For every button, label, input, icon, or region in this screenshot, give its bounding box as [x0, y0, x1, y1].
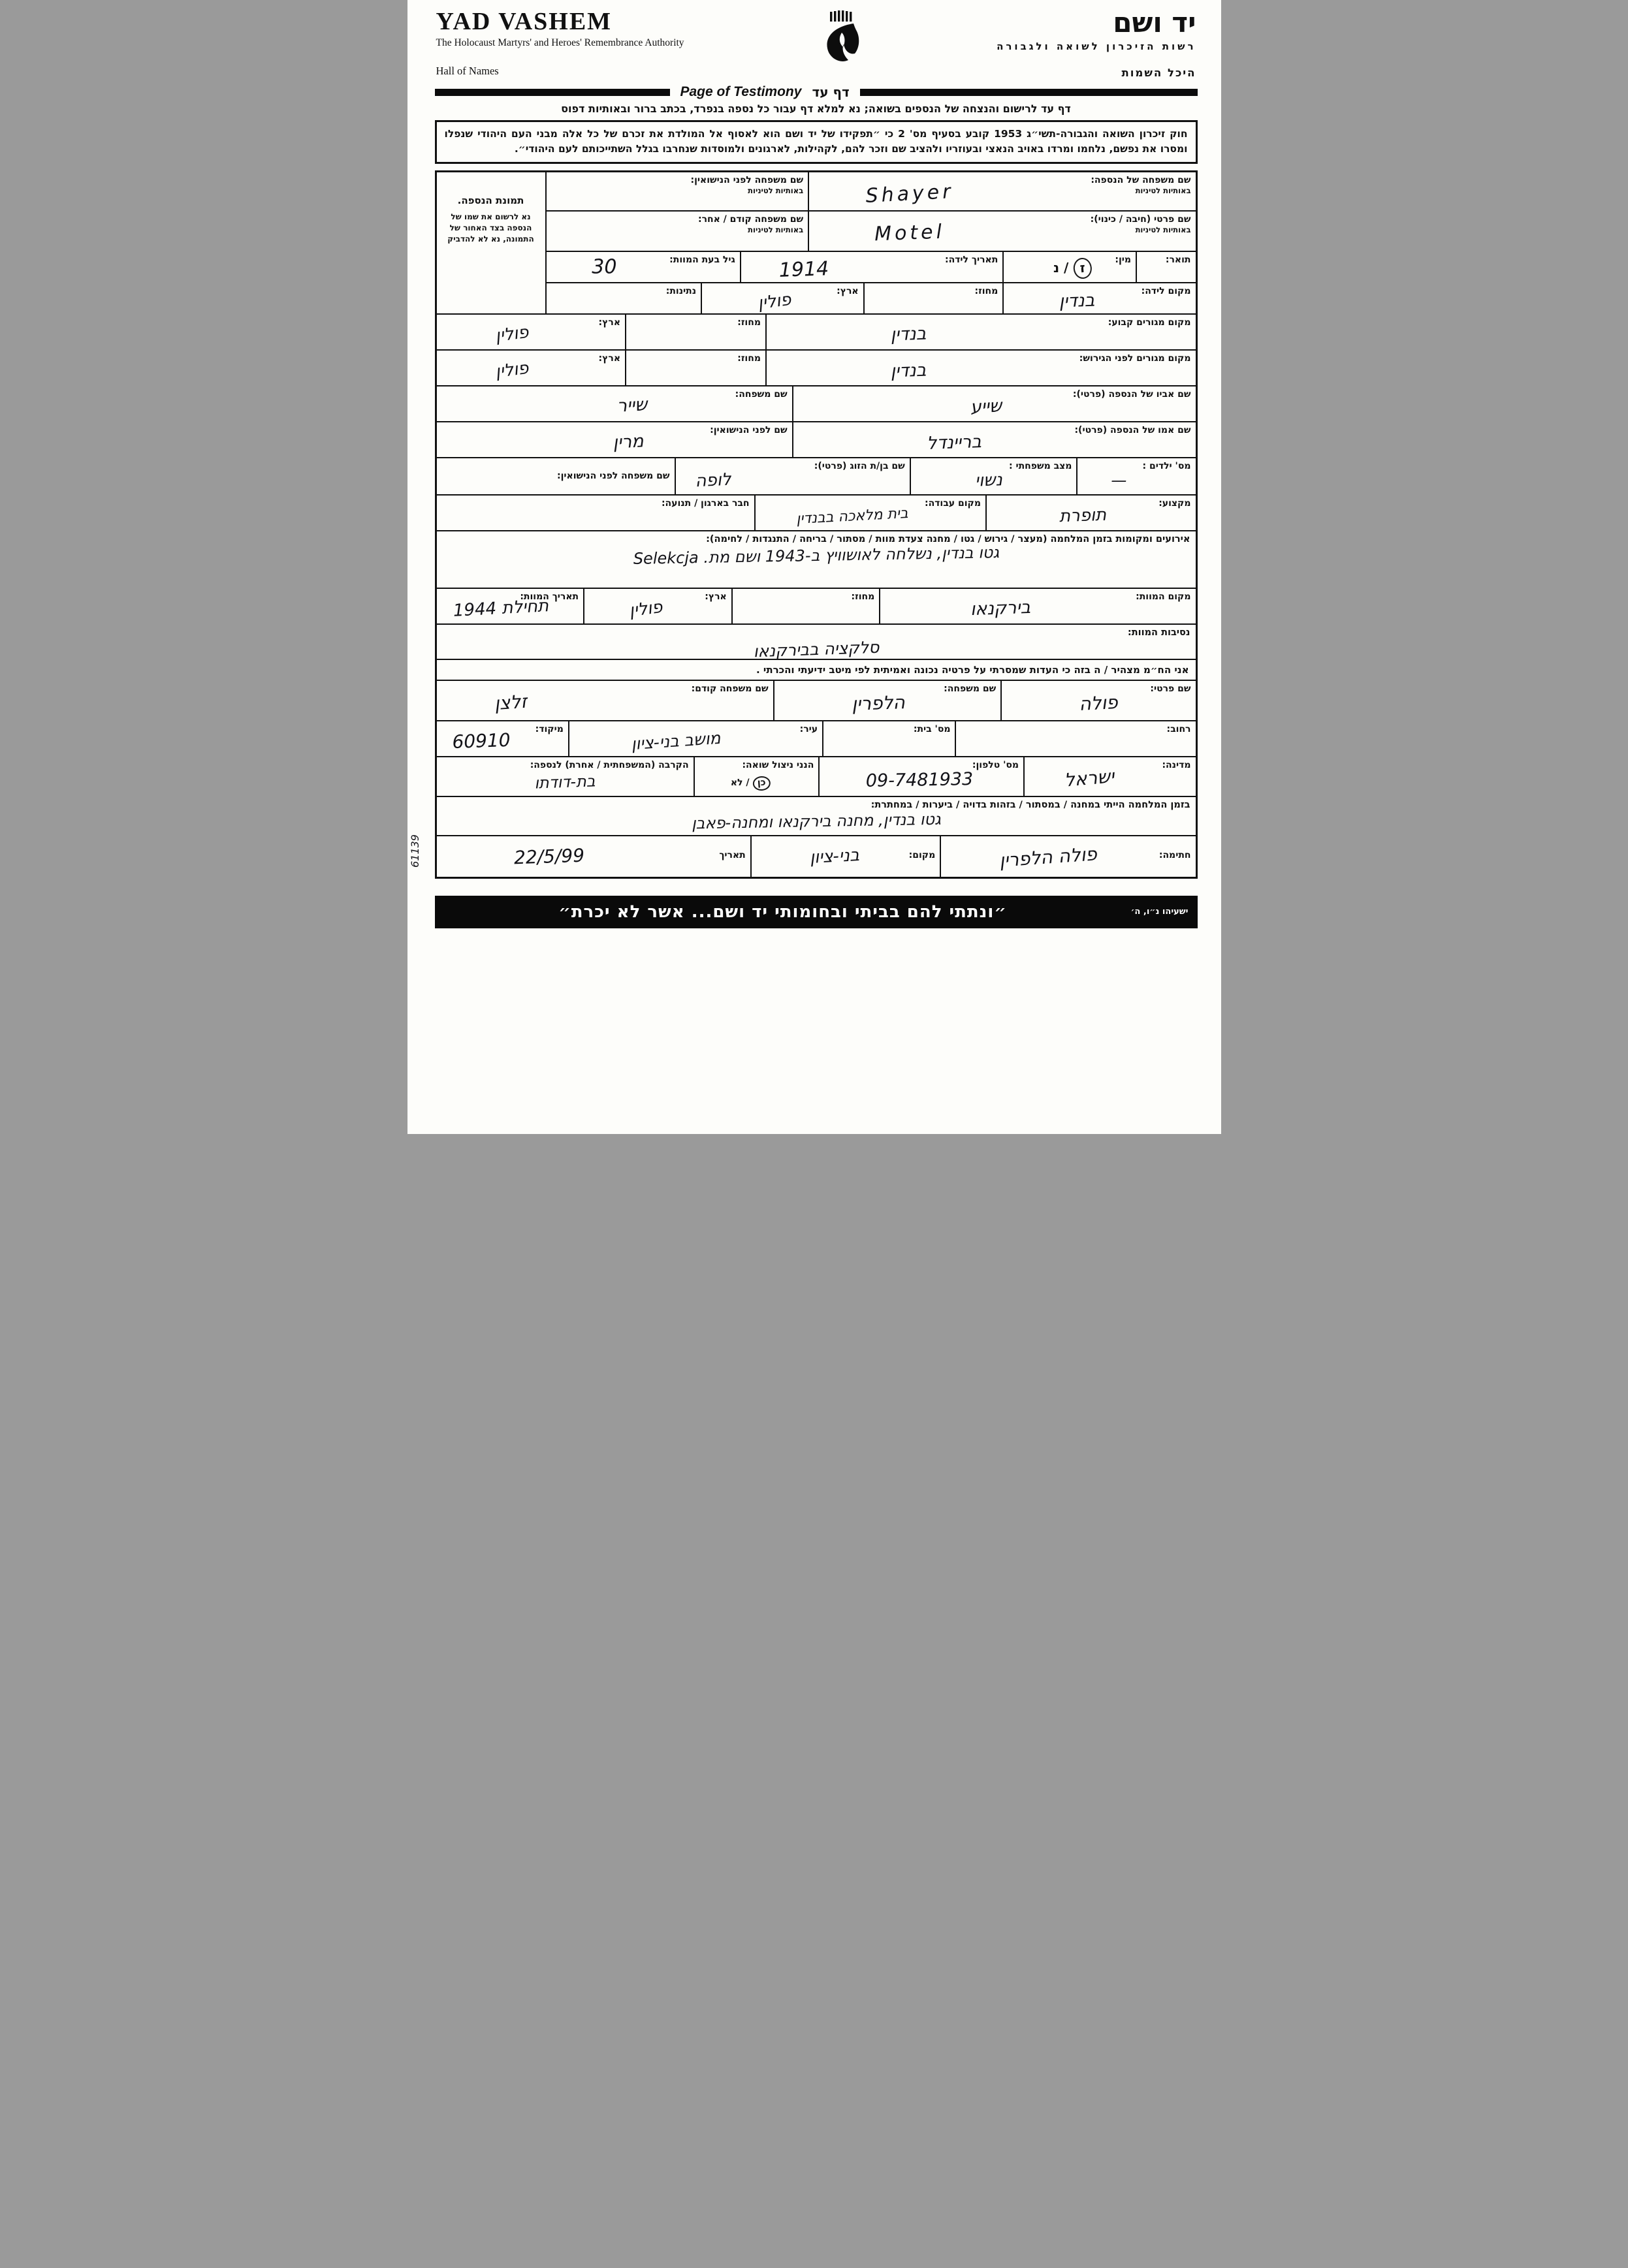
authority-name-english: The Holocaust Martyrs' and Heroes' Remembrance Authority — [436, 37, 684, 48]
form-row — [547, 172, 1196, 212]
spouse-first-value: לופה — [694, 469, 732, 492]
pre-deportation-district-label: מחוז: — [737, 353, 761, 364]
residence-country-value: פולין — [494, 323, 530, 347]
birth-date-value: 1914 — [778, 257, 829, 282]
latin-letters-note: באותיות לטיניות — [748, 225, 804, 234]
latin-letters-note: באותיות לטיניות — [1135, 225, 1191, 234]
submitter-former-cell — [437, 681, 774, 720]
form-row — [437, 351, 1196, 386]
hall-of-names-english: Hall of Names — [436, 64, 499, 77]
phone-label: מס' טלפון: — [972, 759, 1019, 770]
children-count-value: — — [1111, 471, 1127, 490]
gender-option-male: ז — [1079, 259, 1086, 276]
mother-first-label: שם אמו של הנספה (פרטי): — [1074, 424, 1191, 435]
gender-circled-mark — [1072, 257, 1093, 279]
form-row — [437, 496, 1196, 531]
maiden-name-label-text: שם משפחה לפני הנישואין: — [690, 174, 804, 185]
death-circumstances-cell — [437, 625, 1196, 659]
war-events-value: גטו בנדין, נשלחה לאושוויץ ב-1943 ושם מת. Selekcja — [633, 543, 999, 568]
header — [435, 4, 1198, 80]
authority-name-hebrew: רשות הזיכרון לשואה ולגבורה — [997, 40, 1196, 52]
death-place-label: מקום המוות: — [1136, 591, 1191, 602]
form-row — [437, 315, 1196, 351]
spouse-first-label: שם בן/ת הזוג (פרטי): — [814, 460, 905, 471]
submitter-family-cell — [774, 681, 1002, 720]
birth-place-value: בנדין — [1058, 290, 1095, 312]
survivor-circled-mark — [752, 776, 771, 791]
mother-maiden-value: מרין — [613, 431, 645, 453]
workplace-value: בית מלאכה בבנדין — [795, 505, 908, 528]
workplace-label: מקום עבודה: — [924, 497, 981, 509]
page-title-english: Page of Testimony — [680, 84, 802, 99]
death-country-cell — [584, 589, 733, 623]
declaration-text: אני הח״מ מצהיר / ה בזה כי העדות שמסרתי על פרטיה נכונה ואמיתית לפי מיטב ידיעתי והכרתי . — [756, 663, 1189, 676]
form-row — [437, 458, 1196, 496]
residence-district-label: מחוז: — [737, 317, 761, 328]
submitter-family-label: שם משפחה: — [944, 683, 997, 694]
death-date-value: תחילת 1944 — [453, 596, 550, 622]
survivor-option-no: לא — [730, 777, 743, 788]
birth-district-label: מחוז: — [974, 285, 998, 296]
death-circumstances-row — [437, 625, 1196, 660]
submitter-former-value: זלצן — [493, 690, 528, 714]
signature-value: פולה הלפרין — [998, 843, 1098, 872]
mother-first-cell — [793, 422, 1196, 457]
age-at-death-label: גיל בעת המוות: — [669, 254, 735, 265]
father-family-value: שייר — [616, 394, 648, 417]
children-count-label: מס' ילדים : — [1142, 460, 1191, 471]
first-name-value: Motel — [874, 220, 946, 245]
age-at-death-value: 30 — [592, 255, 617, 279]
mother-maiden-label: שם לפני הנישואין: — [710, 424, 788, 435]
residence-district-cell — [626, 315, 767, 349]
citizenship-label: נתינות: — [665, 285, 697, 296]
birth-country-cell — [702, 283, 865, 313]
occupation-label: מקצוע: — [1158, 497, 1191, 509]
survivor-cell — [695, 757, 820, 796]
spouse-maiden-label: שם משפחה לפני הנישואין: — [557, 470, 670, 481]
pre-deportation-label: מקום מגורים לפני הגירוש: — [1079, 353, 1191, 364]
signature-date-value: 22/5/99 — [513, 844, 585, 868]
residence-country-cell — [437, 315, 627, 349]
children-count-cell — [1077, 458, 1195, 494]
page-inner — [407, 0, 1221, 928]
marital-status-cell — [911, 458, 1078, 494]
flame-shape — [827, 24, 859, 61]
former-surname-cell — [547, 212, 810, 251]
testimony-form — [435, 170, 1198, 879]
gender-option-female: נ — [1053, 259, 1060, 276]
gender-options — [1053, 258, 1091, 279]
survivor-options — [731, 776, 770, 791]
father-first-value: שייע — [970, 396, 1003, 418]
gender-separator: / — [1064, 259, 1069, 276]
photo-box-note: נא לרשום את שמו של הנספה בצד האחור של התמונה, נא לא להדביק — [447, 212, 534, 244]
form-instructions: דף עד לרישום והנצחה של הנספים בשואה; נא למלא דף עבור כל נספה בנפרד, בכתב ברור ובאותיות דפוס — [561, 102, 1071, 115]
zip-label: מיקוד: — [535, 723, 564, 734]
birth-place-label: מקום לידה: — [1141, 285, 1191, 296]
mother-first-value: בריינדל — [926, 432, 982, 454]
former-surname-label-text: שם משפחה קודם / אחר: — [697, 213, 804, 225]
whereabouts-cell — [437, 797, 1196, 830]
relation-value: בת-דודתו — [534, 772, 596, 793]
citizenship-cell — [547, 283, 703, 313]
signature-place-cell — [752, 836, 942, 877]
zip-cell — [437, 721, 569, 756]
header-hebrew-block — [997, 9, 1196, 79]
latin-letters-note: באותיות לטיניות — [748, 185, 804, 195]
surname-value: Shayer — [865, 180, 955, 208]
first-name-cell — [809, 212, 1195, 251]
birth-country-label: ארץ: — [837, 285, 859, 296]
residence-cell — [767, 315, 1196, 349]
signature-date-label: תאריך — [719, 849, 746, 860]
country-cell — [1025, 757, 1195, 796]
memorial-flame-icon — [820, 10, 861, 74]
death-circumstances-value: סלקציה בבירקנאו — [752, 637, 880, 661]
death-district-cell — [733, 589, 881, 623]
gender-label: מין: — [1115, 254, 1132, 265]
organization-cell — [437, 496, 756, 530]
org-name-hebrew: יד ושם — [1113, 7, 1196, 39]
header-english-block — [436, 9, 684, 78]
signature-row — [437, 836, 1196, 877]
phone-value: 09-7481933 — [865, 768, 974, 791]
house-number-cell — [823, 721, 956, 756]
title-bar — [435, 84, 1198, 100]
title-rule-right — [860, 89, 1198, 96]
father-first-label: שם אביו של הנספה (פרטי): — [1072, 388, 1191, 400]
signature-place-value: בני-ציון — [808, 845, 860, 868]
occupation-value: תופרת — [1059, 505, 1107, 527]
surname-label — [1091, 174, 1190, 196]
maiden-name-label — [691, 174, 804, 196]
form-row — [437, 721, 1196, 757]
former-surname-label — [698, 213, 803, 235]
residence-label: מקום מגורים קבוע: — [1108, 317, 1191, 328]
top-section — [437, 172, 1196, 315]
top-rows — [547, 172, 1196, 313]
surname-label-text: שם משפחה של הנספה: — [1091, 174, 1191, 185]
death-country-label: ארץ: — [705, 591, 727, 602]
war-events-row — [437, 531, 1196, 589]
title-prefix-cell — [1137, 252, 1195, 282]
survivor-separator: / — [746, 777, 750, 788]
war-events-label: אירועים ומקומות בזמן המלחמה (מעצר / גירוש / גטו / מחנה צעדת מוות / מסתור / בריחה / התנגדות / לחימה): — [706, 533, 1190, 544]
country-label: מדינה: — [1162, 759, 1191, 770]
submitter-family-value: הלפרין — [851, 691, 906, 716]
death-circumstances-label: נסיבות המוות: — [1127, 627, 1190, 638]
signature-label: חתימה: — [1158, 849, 1191, 860]
death-date-cell — [437, 589, 585, 623]
photo-box-title: תמונת הנספה. — [457, 194, 524, 206]
spouse-maiden-cell — [437, 458, 676, 494]
first-name-label — [1091, 213, 1191, 235]
death-district-label: מחוז: — [851, 591, 875, 602]
mother-maiden-cell — [437, 422, 793, 457]
signature-place-label: מקום: — [908, 849, 936, 860]
page-of-testimony-document — [407, 0, 1221, 1134]
whereabouts-value: גטו בנדין, מחנה בירקנאו ומחנה-פאבן — [691, 810, 941, 832]
birth-country-value: פולין — [756, 290, 793, 314]
street-label: רחוב: — [1166, 723, 1191, 734]
org-name-english: YAD VASHEM — [436, 8, 613, 35]
age-at-death-cell — [547, 252, 741, 282]
phone-cell — [820, 757, 1025, 796]
pre-deportation-value: בנדין — [889, 360, 927, 382]
form-row — [547, 212, 1196, 252]
form-row — [437, 757, 1196, 797]
city-cell — [569, 721, 823, 756]
father-first-cell — [793, 386, 1196, 421]
form-row — [437, 681, 1196, 721]
pre-deportation-cell — [767, 351, 1196, 385]
residence-value: בנדין — [889, 323, 927, 345]
first-name-label-text: שם פרטי (חיבה / כינוי): — [1090, 213, 1191, 225]
father-family-label: שם משפחה: — [735, 388, 788, 400]
pre-deportation-country-cell — [437, 351, 627, 385]
form-row — [437, 386, 1196, 422]
city-label: עיר: — [799, 723, 818, 734]
margin-handwritten-number: 61139 — [408, 834, 421, 868]
zip-value: 60910 — [451, 729, 511, 753]
relation-cell — [437, 757, 695, 796]
footer-quote-bar — [435, 896, 1198, 928]
yad-vashem-logo — [820, 10, 861, 77]
pre-deportation-country-value: פולין — [494, 358, 530, 383]
submitter-first-cell — [1002, 681, 1195, 720]
hall-of-names-hebrew: היכל השמות — [1121, 67, 1196, 79]
war-events-cell — [437, 531, 1196, 568]
form-row — [547, 283, 1196, 313]
latin-letters-note: באותיות לטיניות — [1135, 185, 1191, 195]
title-prefix-label: תואר: — [1165, 254, 1191, 265]
submitter-first-label: שם פרטי: — [1150, 683, 1191, 694]
spouse-first-cell — [676, 458, 911, 494]
survivor-option-yes: כן — [756, 777, 766, 789]
form-row — [437, 422, 1196, 458]
marital-status-value: נשוי — [974, 469, 1003, 491]
submitter-former-label: שם משפחה קודם: — [691, 683, 769, 694]
maiden-name-cell — [547, 172, 810, 210]
whereabouts-row — [437, 797, 1196, 836]
death-date-label: תאריך המוות: — [520, 591, 579, 602]
whereabouts-label: בזמן המלחמה הייתי במחנה / במסתור / בזהות בדויה / ביערות / במחתרת: — [870, 799, 1190, 810]
submitter-first-value: פולה — [1078, 691, 1119, 716]
law-text-box: חוק זיכרון השואה והגבורה-תשי״ג 1953 קובע בסעיף מס' 2 כי ״תפקידו של יד ושם הוא לאסוף אל המולדת את זכרם של כל אלה מבני העם היהודי שנפלו ומסרו את נפשם, נלחמו ומרדו באויב הנאצי ובעוזריו ולהציב שם וזכר להם, לקהילות, לארגונים ולמוסדות שנחרבו בגלל השתייכותם לעם היהודי״. — [435, 120, 1198, 164]
gender-cell — [1004, 252, 1137, 282]
father-family-cell — [437, 386, 793, 421]
death-country-value: פולין — [628, 597, 664, 622]
survivor-label: הנני ניצול שואה: — [742, 759, 814, 770]
death-place-value: בירקנאו — [969, 597, 1031, 620]
quote-source: ישעיהו נ״ו, ה׳ — [1130, 907, 1189, 917]
relation-label: הקרבה (המשפחתית / אחרת) לנספה: — [530, 759, 689, 770]
house-number-label: מס' בית: — [913, 723, 951, 734]
pre-deportation-country-label: ארץ: — [598, 353, 621, 364]
form-row — [437, 589, 1196, 625]
pre-deportation-district-cell — [626, 351, 767, 385]
birth-district-cell — [865, 283, 1004, 313]
death-place-cell — [880, 589, 1195, 623]
page-title-hebrew: דף עד — [812, 84, 850, 100]
country-value: ישראל — [1063, 765, 1115, 791]
birth-date-label: תאריך לידה: — [944, 254, 998, 265]
marital-status-label: מצב משפחתי : — [1008, 460, 1072, 471]
city-value: מושב בני-ציון — [630, 728, 721, 754]
birth-date-cell — [741, 252, 1004, 282]
footer-quote: ״ונתתי להם בביתי ובחומותי יד ושם... אשר לא יכרת״ — [558, 902, 1007, 922]
organization-label: חבר בארגון / תנועה: — [661, 497, 750, 509]
title-rule-left — [435, 89, 670, 96]
form-row — [547, 252, 1196, 283]
birth-place-cell — [1004, 283, 1195, 313]
surname-cell — [809, 172, 1195, 210]
workplace-cell — [756, 496, 987, 530]
signature-date-cell — [437, 836, 752, 877]
signature-cell — [941, 836, 1195, 877]
street-cell — [956, 721, 1195, 756]
occupation-cell — [987, 496, 1196, 530]
photo-box — [437, 172, 547, 313]
residence-country-label: ארץ: — [598, 317, 621, 328]
